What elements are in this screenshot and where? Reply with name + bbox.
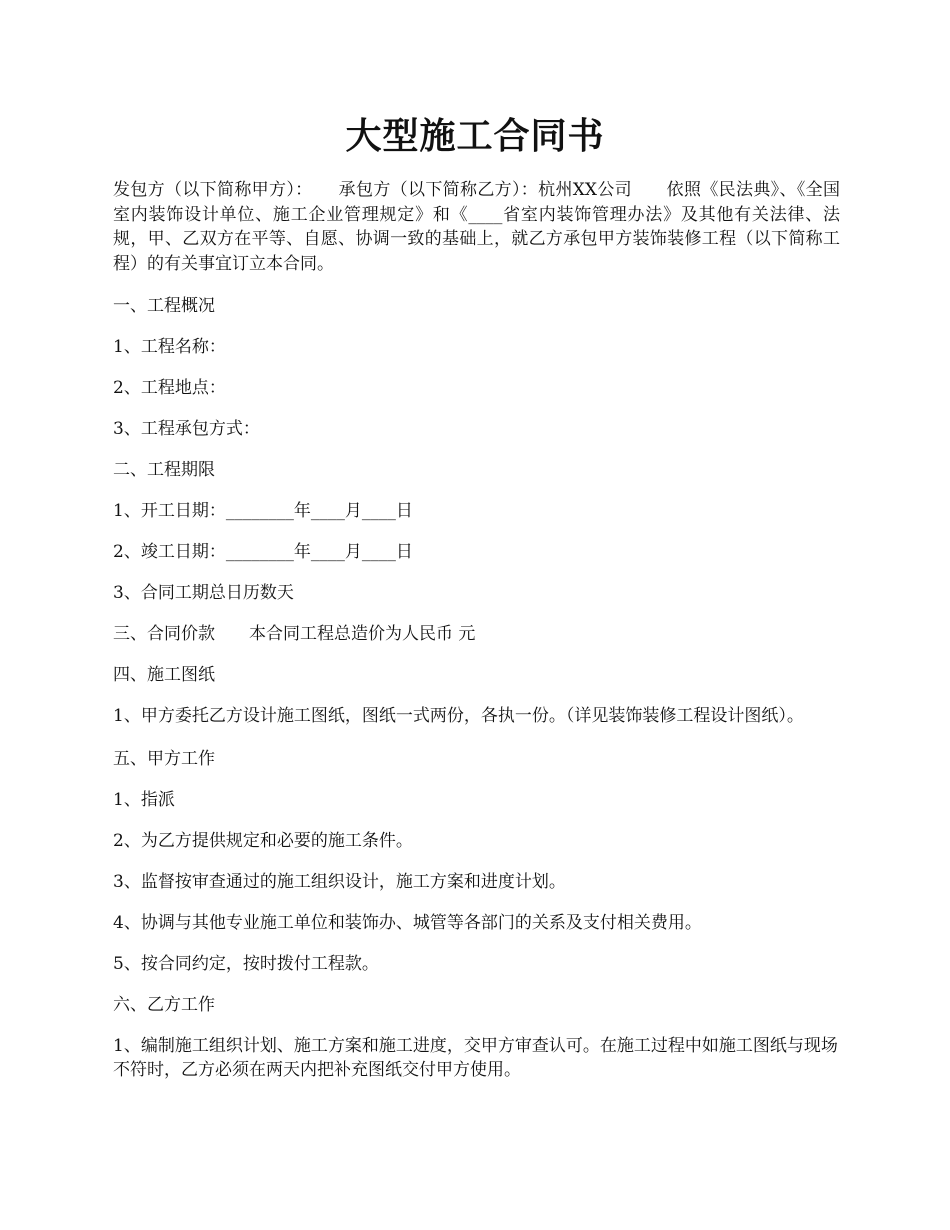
- clause-project-name: 1、工程名称：: [113, 337, 226, 357]
- clause-start-date: 1、开工日期：________年____月____日: [113, 501, 413, 521]
- clause-party-a-4: 4、协调与其他专业施工单位和装饰办、城管等各部门的关系及支付相关费用。: [113, 912, 702, 933]
- clause-total-days: 3、合同工期总日历数天: [113, 583, 294, 603]
- clause-party-a-2: 2、为乙方提供规定和必要的施工条件。: [113, 830, 413, 851]
- clause-project-location: 2、工程地点：: [113, 378, 226, 398]
- section-heading-period: 二、工程期限: [113, 460, 215, 480]
- section-heading-overview: 一、工程概况: [113, 296, 215, 316]
- clause-party-a-3: 3、监督按审查通过的施工组织设计，施工方案和进度计划。: [113, 871, 566, 892]
- clause-party-a-5: 5、按合同约定，按时拨付工程款。: [113, 953, 379, 974]
- section-heading-price: 三、合同价款 本合同工程总造价为人民币 元: [113, 624, 476, 644]
- section-heading-party-a: 五、甲方工作: [113, 748, 215, 769]
- section-heading-drawings: 四、施工图纸: [113, 665, 215, 685]
- clause-drawings: 1、甲方委托乙方设计施工图纸，图纸一式两份，各执一份。（详见装饰装修工程设计图纸）。: [113, 706, 804, 726]
- clause-contract-method: 3、工程承包方式：: [113, 419, 260, 439]
- section-heading-party-b: 六、乙方工作: [113, 994, 215, 1015]
- clause-party-b-1: 1、编制施工组织计划、施工方案和施工进度，交甲方审查认可。在施工过程中如施工图纸与现场不符时，乙方必须在两天内把补充图纸交付甲方使用。: [113, 1035, 838, 1080]
- document-body: [113, 178, 840, 1101]
- clause-party-a-1: 1、指派: [113, 789, 175, 810]
- document-title: 大型施工合同书: [345, 115, 605, 157]
- clause-completion-date: 2、竣工日期：________年____月____日: [113, 542, 413, 562]
- intro-paragraph: 发包方（以下简称甲方）： 承包方（以下简称乙方）：杭州XX公司 依照《民法典》、《全国室内装饰设计单位、施工企业管理规定》和《____省室内装饰管理办法》及其他有关法律、法规，甲、乙双方在平等、自愿、协调一致的基础上，就乙方承包甲方装饰装修工程（以下简称工程）的有关事宜订立本合同。: [113, 180, 840, 274]
